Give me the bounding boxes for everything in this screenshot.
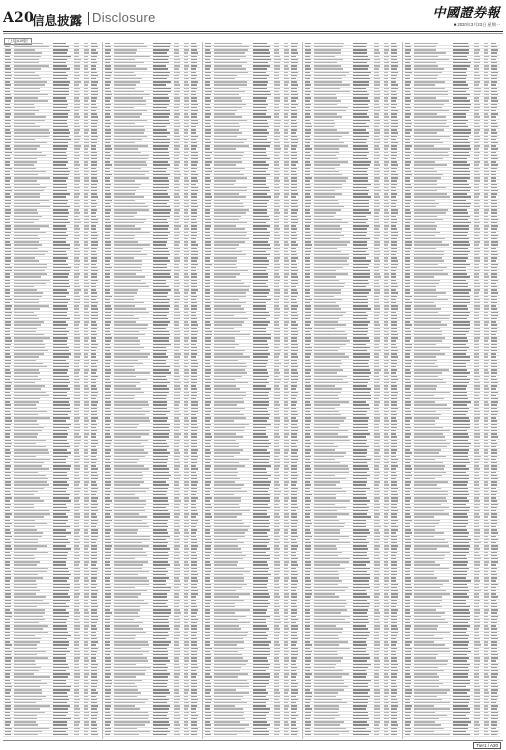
column-2 xyxy=(103,42,201,739)
disclosure-table-columns xyxy=(3,42,503,739)
page-code: A20 xyxy=(3,10,34,26)
table-row xyxy=(3,733,100,736)
section-title: 信息披露 xyxy=(32,13,83,28)
table-row xyxy=(103,733,200,736)
continuation-label: （上接A19版） xyxy=(6,39,31,43)
newspaper-logo: 中國證券報 xyxy=(432,6,500,21)
issue-date: ■ 2020年3月23日 星期一 xyxy=(453,22,500,27)
masthead xyxy=(0,0,506,34)
column-3 xyxy=(203,42,301,739)
header-rule-thin xyxy=(3,33,503,34)
section-title-english: Disclosure xyxy=(92,10,156,25)
section-separator xyxy=(88,12,89,25)
header-rule xyxy=(3,31,503,32)
column-1 xyxy=(3,42,101,739)
